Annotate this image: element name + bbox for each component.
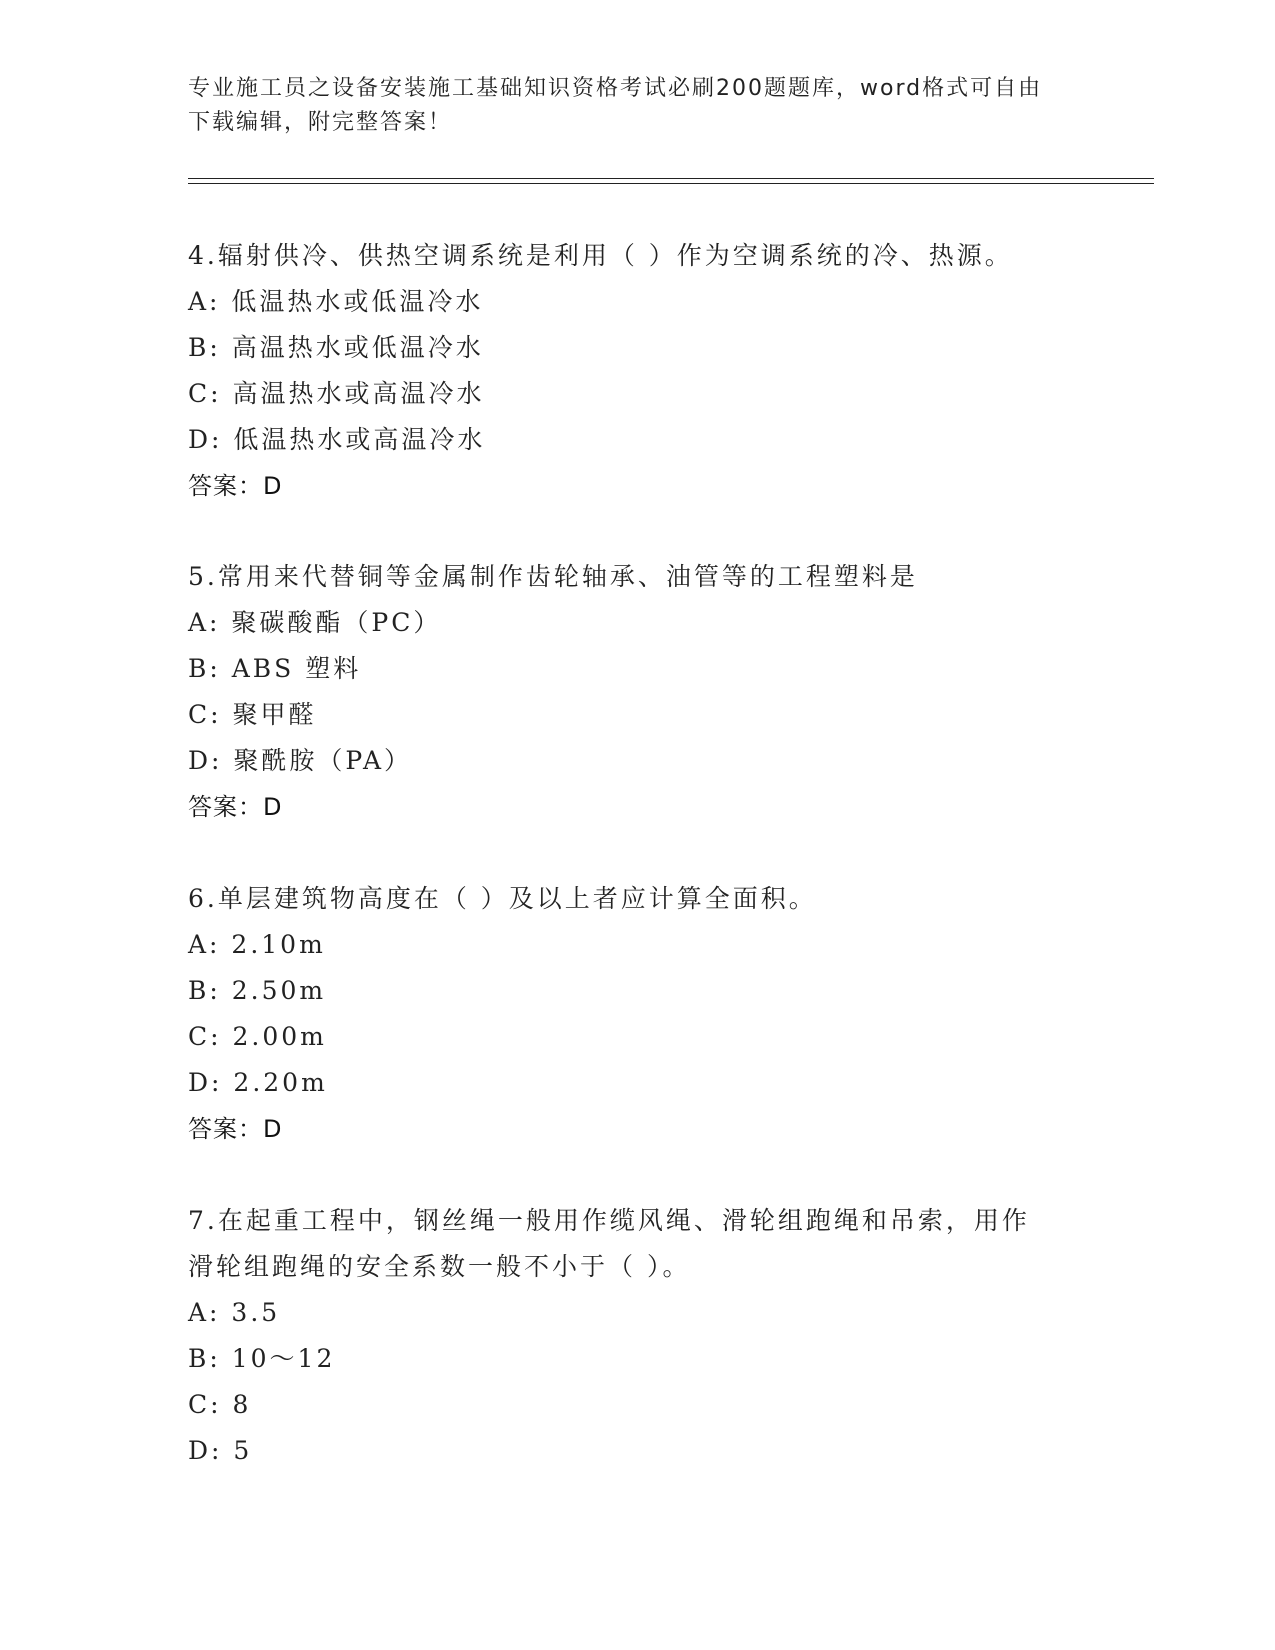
- document-header: [188, 72, 1068, 140]
- option-d: D: 2.20m: [188, 1068, 328, 1097]
- question-5: [188, 554, 1088, 830]
- option-a: A: 3.5: [188, 1298, 281, 1327]
- option-a: A: 低温热水或低温冷水: [188, 287, 484, 316]
- question-stem-line-2: 滑轮组跑绳的安全系数一般不小于（ ）。: [188, 1252, 691, 1281]
- option-d: D: 聚酰胺（PA）: [188, 746, 412, 775]
- option-c: C: 8: [188, 1390, 252, 1419]
- question-stem-line-1: 7.在起重工程中，钢丝绳一般用作缆风绳、滑轮组跑绳和吊索，用作: [188, 1206, 1030, 1235]
- option-c: C: 高温热水或高温冷水: [188, 379, 485, 408]
- header-line-2: 下载编辑，附完整答案！: [188, 110, 453, 135]
- answer-label: 答案：D: [188, 1115, 283, 1143]
- option-b: B: 10～12: [188, 1344, 336, 1373]
- header-divider-top: [188, 178, 1154, 179]
- question-6: [188, 876, 1088, 1152]
- answer-label: 答案：D: [188, 793, 283, 821]
- question-7: [188, 1198, 1088, 1474]
- question-stem: 4.辐射供冷、供热空调系统是利用（ ）作为空调系统的冷、热源。: [188, 241, 1013, 270]
- option-d: D: 5: [188, 1436, 253, 1465]
- option-b: B: ABS 塑料: [188, 654, 362, 683]
- question-4: [188, 233, 1088, 509]
- option-b: B: 2.50m: [188, 976, 327, 1005]
- option-a: A: 聚碳酸酯（PC）: [188, 608, 442, 637]
- header-divider-bottom: [188, 183, 1154, 184]
- option-a: A: 2.10m: [188, 930, 326, 959]
- option-d: D: 低温热水或高温冷水: [188, 425, 486, 454]
- question-stem: 6.单层建筑物高度在（ ）及以上者应计算全面积。: [188, 884, 817, 913]
- question-stem: 5.常用来代替铜等金属制作齿轮轴承、油管等的工程塑料是: [188, 562, 918, 591]
- header-line-1: 专业施工员之设备安装施工基础知识资格考试必刷200题题库，word格式可自由: [188, 76, 1043, 101]
- answer-label: 答案：D: [188, 472, 283, 500]
- option-c: C: 聚甲醛: [188, 700, 317, 729]
- option-c: C: 2.00m: [188, 1022, 327, 1051]
- option-b: B: 高温热水或低温冷水: [188, 333, 484, 362]
